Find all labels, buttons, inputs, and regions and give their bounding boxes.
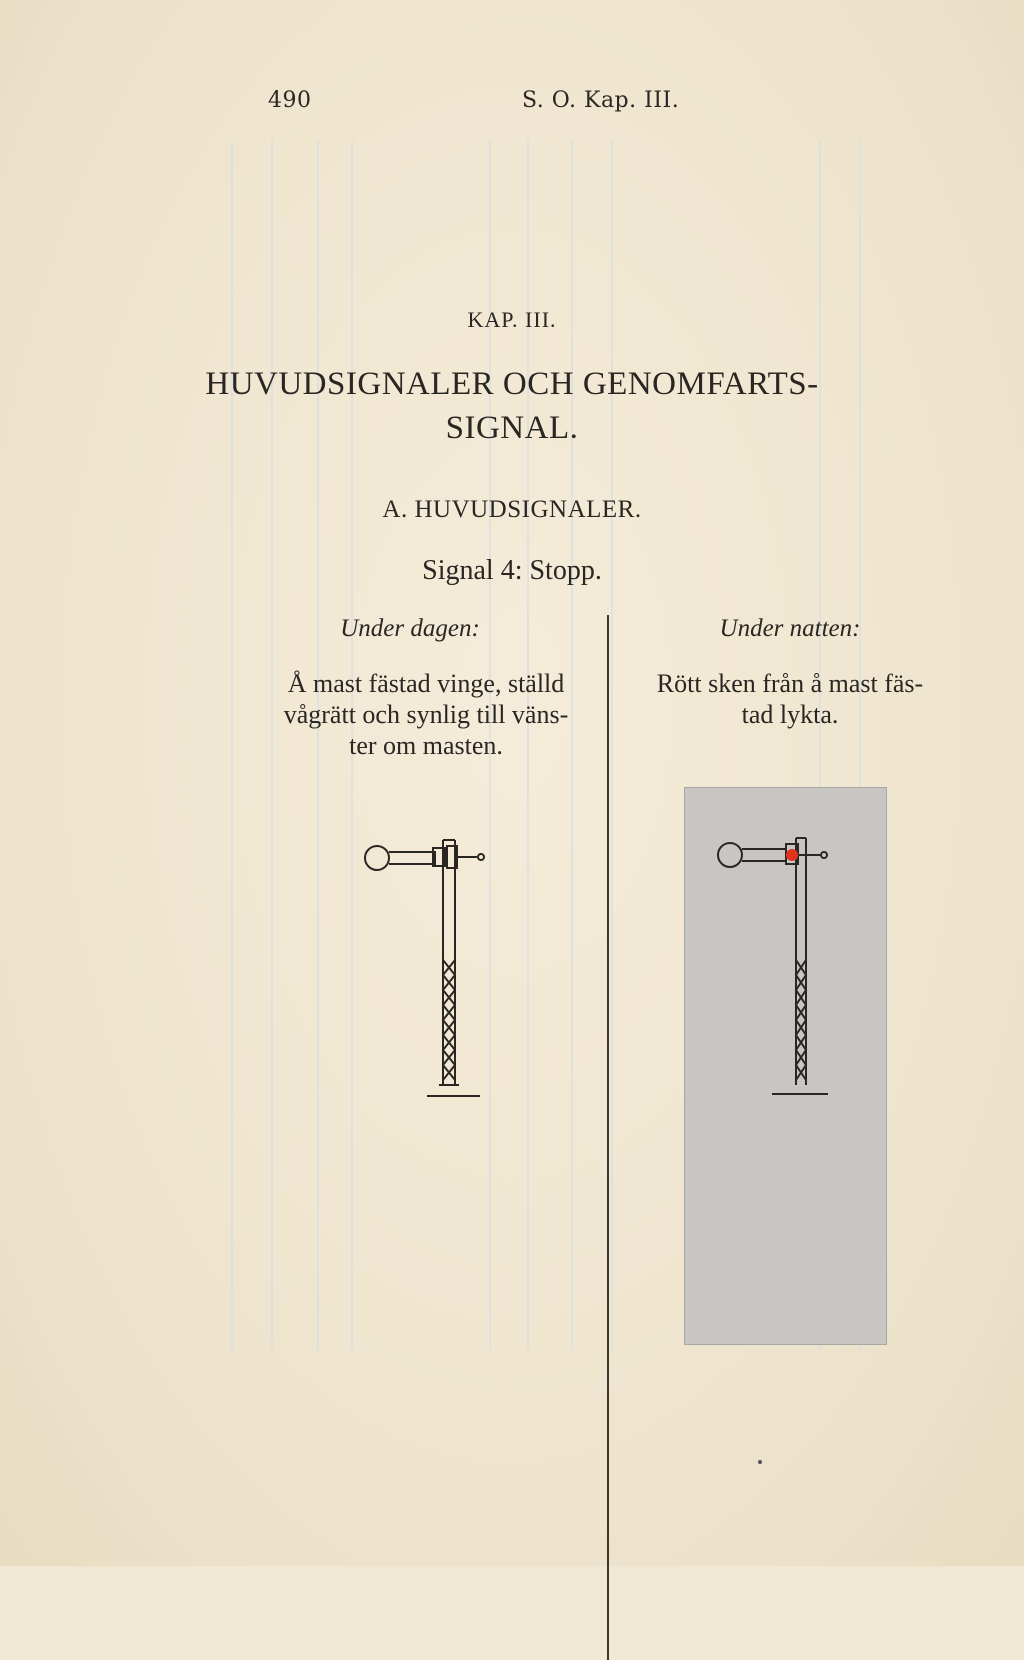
night-heading: Under natten:: [719, 615, 861, 642]
signal-title: Signal 4: Stopp.: [422, 555, 602, 586]
day-text-line-2: vågrätt och synlig till väns-: [283, 700, 569, 729]
page-number: 490: [268, 88, 312, 113]
chapter-title-line-2: SIGNAL.: [445, 410, 579, 446]
section-heading: A. HUVUDSIGNALER.: [382, 496, 642, 523]
day-signal-illustration: [355, 830, 495, 1100]
night-description: [620, 668, 960, 730]
day-text-line-3: ter om masten.: [349, 731, 503, 760]
chapter-label: KAP. III.: [467, 307, 557, 332]
day-description: [258, 668, 594, 761]
night-text-line-1: Rött sken från å mast fäs-: [656, 669, 924, 698]
night-signal-illustration: [710, 830, 850, 1100]
night-text-line-2: tad lykta.: [741, 700, 839, 729]
day-text-line-1: Å mast fästad vinge, ställd: [287, 669, 565, 698]
chapter-title-line-1: HUVUDSIGNALER OCH GENOMFARTS-: [205, 366, 819, 402]
page-speck: [758, 1460, 762, 1464]
running-head: S. O. Kap. III.: [522, 88, 680, 113]
red-lamp: [786, 849, 798, 861]
day-heading: Under dagen:: [340, 615, 480, 642]
column-divider: [607, 615, 609, 1660]
chapter-title: [0, 362, 1024, 450]
